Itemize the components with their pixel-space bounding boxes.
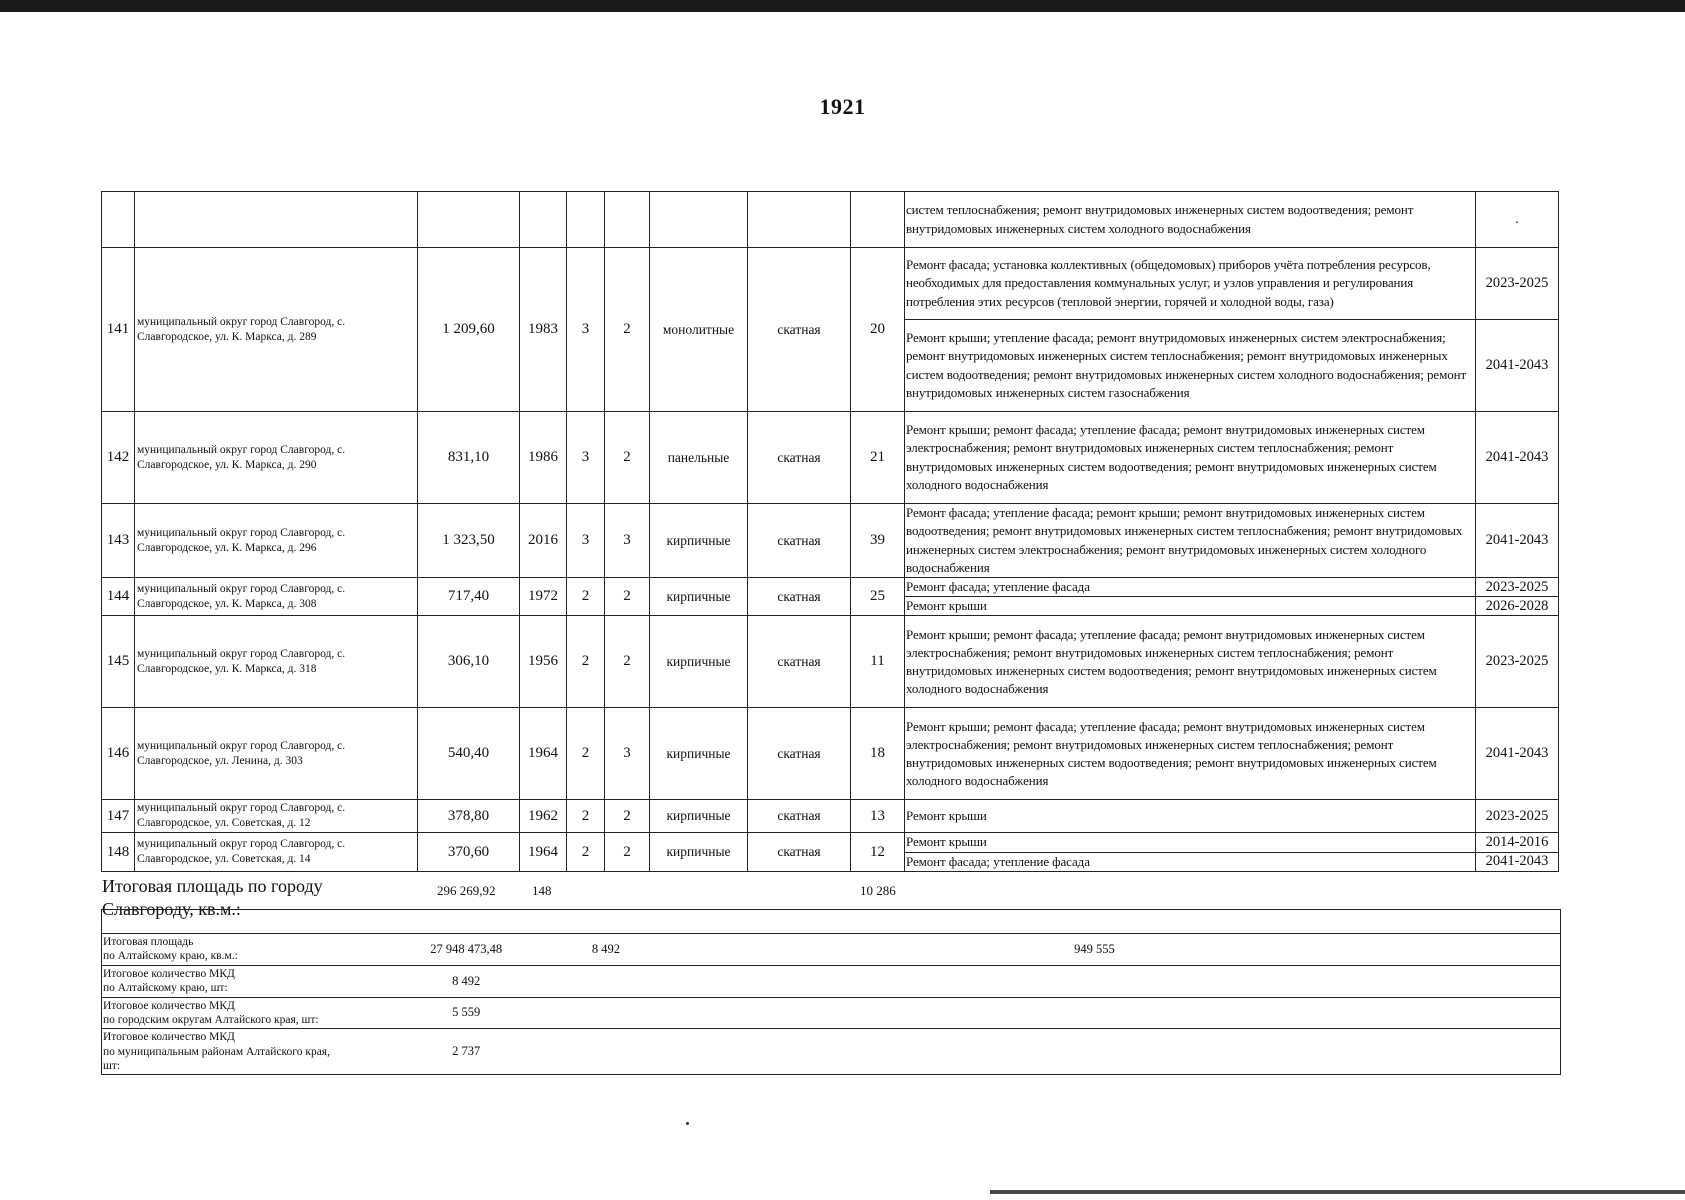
total-value-2 xyxy=(588,997,831,1029)
table-row xyxy=(102,833,1559,852)
residents-count-cell: 21 xyxy=(851,412,905,504)
address-cell: муниципальный округ город Славгород, с. Славгородское, ул. К. Маркса, д. 289 xyxy=(135,248,418,412)
total-value-3: 949 555 xyxy=(1074,934,1317,966)
walls-material-cell: кирпичные xyxy=(650,504,748,578)
total-value-2: 8 492 xyxy=(588,934,831,966)
total-label xyxy=(102,965,345,997)
row-number: 146 xyxy=(102,708,135,800)
works-text: Ремонт фасада; утепление фасада xyxy=(905,578,1476,597)
total-label-line2: по Алтайскому краю, кв.м.: xyxy=(103,950,238,963)
total-value-1: 8 492 xyxy=(345,965,588,997)
city-total-area: 296 269,92 xyxy=(437,883,496,898)
address-cell: муниципальный округ город Славгород, с. Славгородское, ул. Ленина, д. 303 xyxy=(135,708,418,800)
scan-top-border xyxy=(0,0,1685,12)
row-number: 145 xyxy=(102,616,135,708)
residents-count-cell: 18 xyxy=(851,708,905,800)
address-cell: муниципальный округ город Славгород, с. Славгородское, ул. К. Маркса, д. 290 xyxy=(135,412,418,504)
city-total-buildings: 148 xyxy=(532,883,552,898)
works-text: систем теплоснабжения; ремонт внутридомовых инженерных систем водоотведения; ремонт внутридомовых инженерных систем холодного водоснабжения xyxy=(905,192,1476,248)
entrances-cell: 2 xyxy=(605,412,650,504)
total-label xyxy=(102,1029,345,1075)
table-row xyxy=(102,708,1559,800)
period-cell: 2023-2025 xyxy=(1476,578,1559,597)
buildings-table xyxy=(101,191,1559,872)
total-label xyxy=(102,997,345,1029)
period-cell: 2041-2043 xyxy=(1476,412,1559,504)
year-cell: 1983 xyxy=(520,248,567,412)
table-row xyxy=(102,800,1559,833)
period-cell: 2041-2043 xyxy=(1476,708,1559,800)
residents-count-cell: 12 xyxy=(851,833,905,871)
year-cell: 1972 xyxy=(520,578,567,616)
total-rest xyxy=(1317,1029,1560,1075)
page-number: 1921 xyxy=(819,94,866,119)
walls-material-cell: кирпичные xyxy=(650,708,748,800)
works-text: Ремонт крыши xyxy=(905,833,1476,852)
row-number: 148 xyxy=(102,833,135,871)
roof-type-cell: скатная xyxy=(748,616,851,708)
floors-cell: 2 xyxy=(567,708,605,800)
period-cell: . xyxy=(1476,192,1559,248)
year-cell: 1956 xyxy=(520,616,567,708)
works-text: Ремонт крыши; ремонт фасада; утепление фасада; ремонт внутридомовых инженерных систем электроснабжения; ремонт внутридомовых инженерных систем теплоснабжения; ремонт внутридомовых инженерных систем водоотведения; ремонт внутридомовых инженерных систем холодного водоснабжения xyxy=(905,708,1476,800)
row-number: 144 xyxy=(102,578,135,616)
works-text: Ремонт крыши xyxy=(905,597,1476,616)
table-row xyxy=(102,616,1559,708)
total-row xyxy=(102,934,1561,966)
table-row xyxy=(102,504,1559,578)
residents-count-cell: 39 xyxy=(851,504,905,578)
works-text: Ремонт фасада; утепление фасада; ремонт крыши; ремонт внутридомовых инженерных систем водоотведения; ремонт внутридомовых инженерных систем теплоснабжения; ремонт внутридомовых инженерных систем электроснабжения; ремонт внутридомовых инженерных систем холодного водоснабжения xyxy=(905,504,1476,578)
floors-cell: 2 xyxy=(567,616,605,708)
roof-type-cell: скатная xyxy=(748,833,851,871)
area-cell: 717,40 xyxy=(418,578,520,616)
entrances-cell: 2 xyxy=(605,833,650,871)
total-label xyxy=(102,934,345,966)
total-value-3 xyxy=(1074,965,1317,997)
roof-type-cell: скатная xyxy=(748,248,851,412)
works-text: Ремонт крыши; утепление фасада; ремонт внутридомовых инженерных систем электроснабжения; ремонт внутридомовых инженерных систем теплоснабжения; ремонт внутридомовых инженерных систем водоотведения; ремонт внутридомовых инженерных систем холодного водоснабжения; ремонт внутридомовых инженерных систем газоснабжения xyxy=(905,320,1476,412)
table-row xyxy=(102,578,1559,597)
total-label-line1: Итоговое количество МКД xyxy=(103,967,235,980)
entrances-cell: 3 xyxy=(605,504,650,578)
area-cell: 540,40 xyxy=(418,708,520,800)
works-text: Ремонт фасада; утепление фасада xyxy=(905,852,1476,871)
roof-type-cell: скатная xyxy=(748,412,851,504)
roof-type-cell: скатная xyxy=(748,708,851,800)
year-cell: 1986 xyxy=(520,412,567,504)
total-gap xyxy=(831,934,1074,966)
walls-material-cell: панельные xyxy=(650,412,748,504)
area-cell: 831,10 xyxy=(418,412,520,504)
address-cell: муниципальный округ город Славгород, с. Славгородское, ул. К. Маркса, д. 308 xyxy=(135,578,418,616)
region-totals-table xyxy=(101,909,1561,1075)
residents-count-cell: 25 xyxy=(851,578,905,616)
continuation-row xyxy=(102,192,1559,248)
period-cell: 2041-2043 xyxy=(1476,320,1559,412)
year-cell: 2016 xyxy=(520,504,567,578)
floors-cell: 2 xyxy=(567,800,605,833)
total-gap xyxy=(831,965,1074,997)
total-label-line1: Итоговая площадь xyxy=(103,936,194,948)
works-text: Ремонт фасада; установка коллективных (общедомовых) приборов учёта потребления ресурсов, необходимых для предоставления коммунальных услуг, и узлов управления и регулирования потребления этих ресурсов (тепловой энергии, горячей и холодной воды, газа) xyxy=(905,248,1476,320)
residents-count-cell: 20 xyxy=(851,248,905,412)
floors-cell: 2 xyxy=(567,833,605,871)
total-row xyxy=(102,1029,1561,1075)
floors-cell: 3 xyxy=(567,504,605,578)
total-value-2 xyxy=(588,1029,831,1075)
address-cell: муниципальный округ город Славгород, с. Славгородское, ул. Советская, д. 14 xyxy=(135,833,418,871)
roof-type-cell: скатная xyxy=(748,504,851,578)
area-cell: 1 209,60 xyxy=(418,248,520,412)
row-number: 142 xyxy=(102,412,135,504)
total-label-line1: Итоговое количество МКД xyxy=(103,999,235,1012)
floors-cell: 3 xyxy=(567,248,605,412)
walls-material-cell: кирпичные xyxy=(650,833,748,871)
total-value-3 xyxy=(1074,1029,1317,1075)
row-number: 147 xyxy=(102,800,135,833)
period-cell: 2023-2025 xyxy=(1476,248,1559,320)
total-rest xyxy=(1317,965,1560,997)
total-value-1: 2 737 xyxy=(345,1029,588,1075)
period-cell: 2023-2025 xyxy=(1476,616,1559,708)
entrances-cell: 2 xyxy=(605,800,650,833)
area-cell: 370,60 xyxy=(418,833,520,871)
area-cell: 378,80 xyxy=(418,800,520,833)
city-total-residents: 10 286 xyxy=(860,883,896,898)
row-number: 143 xyxy=(102,504,135,578)
total-value-3 xyxy=(1074,997,1317,1029)
entrances-cell: 2 xyxy=(605,248,650,412)
row-number: 141 xyxy=(102,248,135,412)
entrances-cell: 2 xyxy=(605,616,650,708)
year-cell: 1964 xyxy=(520,833,567,871)
works-text: Ремонт крыши xyxy=(905,800,1476,833)
works-text: Ремонт крыши; ремонт фасада; утепление фасада; ремонт внутридомовых инженерных систем электроснабжения; ремонт внутридомовых инженерных систем теплоснабжения; ремонт внутридомовых инженерных систем водоотведения; ремонт внутридомовых инженерных систем холодного водоснабжения xyxy=(905,412,1476,504)
address-cell: муниципальный округ город Славгород, с. Славгородское, ул. К. Маркса, д. 296 xyxy=(135,504,418,578)
entrances-cell: 3 xyxy=(605,708,650,800)
total-value-1: 5 559 xyxy=(345,997,588,1029)
table-row xyxy=(102,248,1559,320)
blank-row xyxy=(102,910,1561,934)
year-cell: 1964 xyxy=(520,708,567,800)
floors-cell: 3 xyxy=(567,412,605,504)
area-cell: 1 323,50 xyxy=(418,504,520,578)
year-cell: 1962 xyxy=(520,800,567,833)
period-cell: 2014-2016 xyxy=(1476,833,1559,852)
period-cell: 2023-2025 xyxy=(1476,800,1559,833)
total-label-line2: по муниципальным районам Алтайского края, шт: xyxy=(103,1045,330,1072)
total-row xyxy=(102,965,1561,997)
walls-material-cell: кирпичные xyxy=(650,800,748,833)
total-rest xyxy=(1317,934,1560,966)
works-text: Ремонт крыши; ремонт фасада; утепление фасада; ремонт внутридомовых инженерных систем электроснабжения; ремонт внутридомовых инженерных систем теплоснабжения; ремонт внутридомовых инженерных систем водоотведения; ремонт внутридомовых инженерных систем холодного водоснабжения xyxy=(905,616,1476,708)
total-value-2 xyxy=(588,965,831,997)
walls-material-cell: кирпичные xyxy=(650,616,748,708)
total-label-line2: по Алтайскому краю, шт: xyxy=(103,982,228,995)
walls-material-cell: кирпичные xyxy=(650,578,748,616)
total-row xyxy=(102,997,1561,1029)
total-gap xyxy=(831,997,1074,1029)
period-cell: 2026-2028 xyxy=(1476,597,1559,616)
roof-type-cell: скатная xyxy=(748,578,851,616)
period-cell: 2041-2043 xyxy=(1476,852,1559,871)
floors-cell: 2 xyxy=(567,578,605,616)
address-cell: муниципальный округ город Славгород, с. Славгородское, ул. Советская, д. 12 xyxy=(135,800,418,833)
residents-count-cell: 13 xyxy=(851,800,905,833)
total-gap xyxy=(831,1029,1074,1075)
area-cell: 306,10 xyxy=(418,616,520,708)
scan-bottom-line xyxy=(990,1190,1685,1194)
address-cell: муниципальный округ город Славгород, с. Славгородское, ул. К. Маркса, д. 318 xyxy=(135,616,418,708)
total-value-1: 27 948 473,48 xyxy=(345,934,588,966)
entrances-cell: 2 xyxy=(605,578,650,616)
period-cell: 2041-2043 xyxy=(1476,504,1559,578)
table-row xyxy=(102,412,1559,504)
residents-count-cell: 11 xyxy=(851,616,905,708)
total-rest xyxy=(1317,997,1560,1029)
total-label-line1: Итоговое количество МКД xyxy=(103,1031,235,1044)
city-total-label: Итоговая площадь по городу Славгороду, кв.м.: xyxy=(102,876,323,920)
scan-speck xyxy=(686,1122,689,1125)
roof-type-cell: скатная xyxy=(748,800,851,833)
total-label-line2: по городским округам Алтайского края, шт: xyxy=(103,1013,319,1026)
walls-material-cell: монолитные xyxy=(650,248,748,412)
